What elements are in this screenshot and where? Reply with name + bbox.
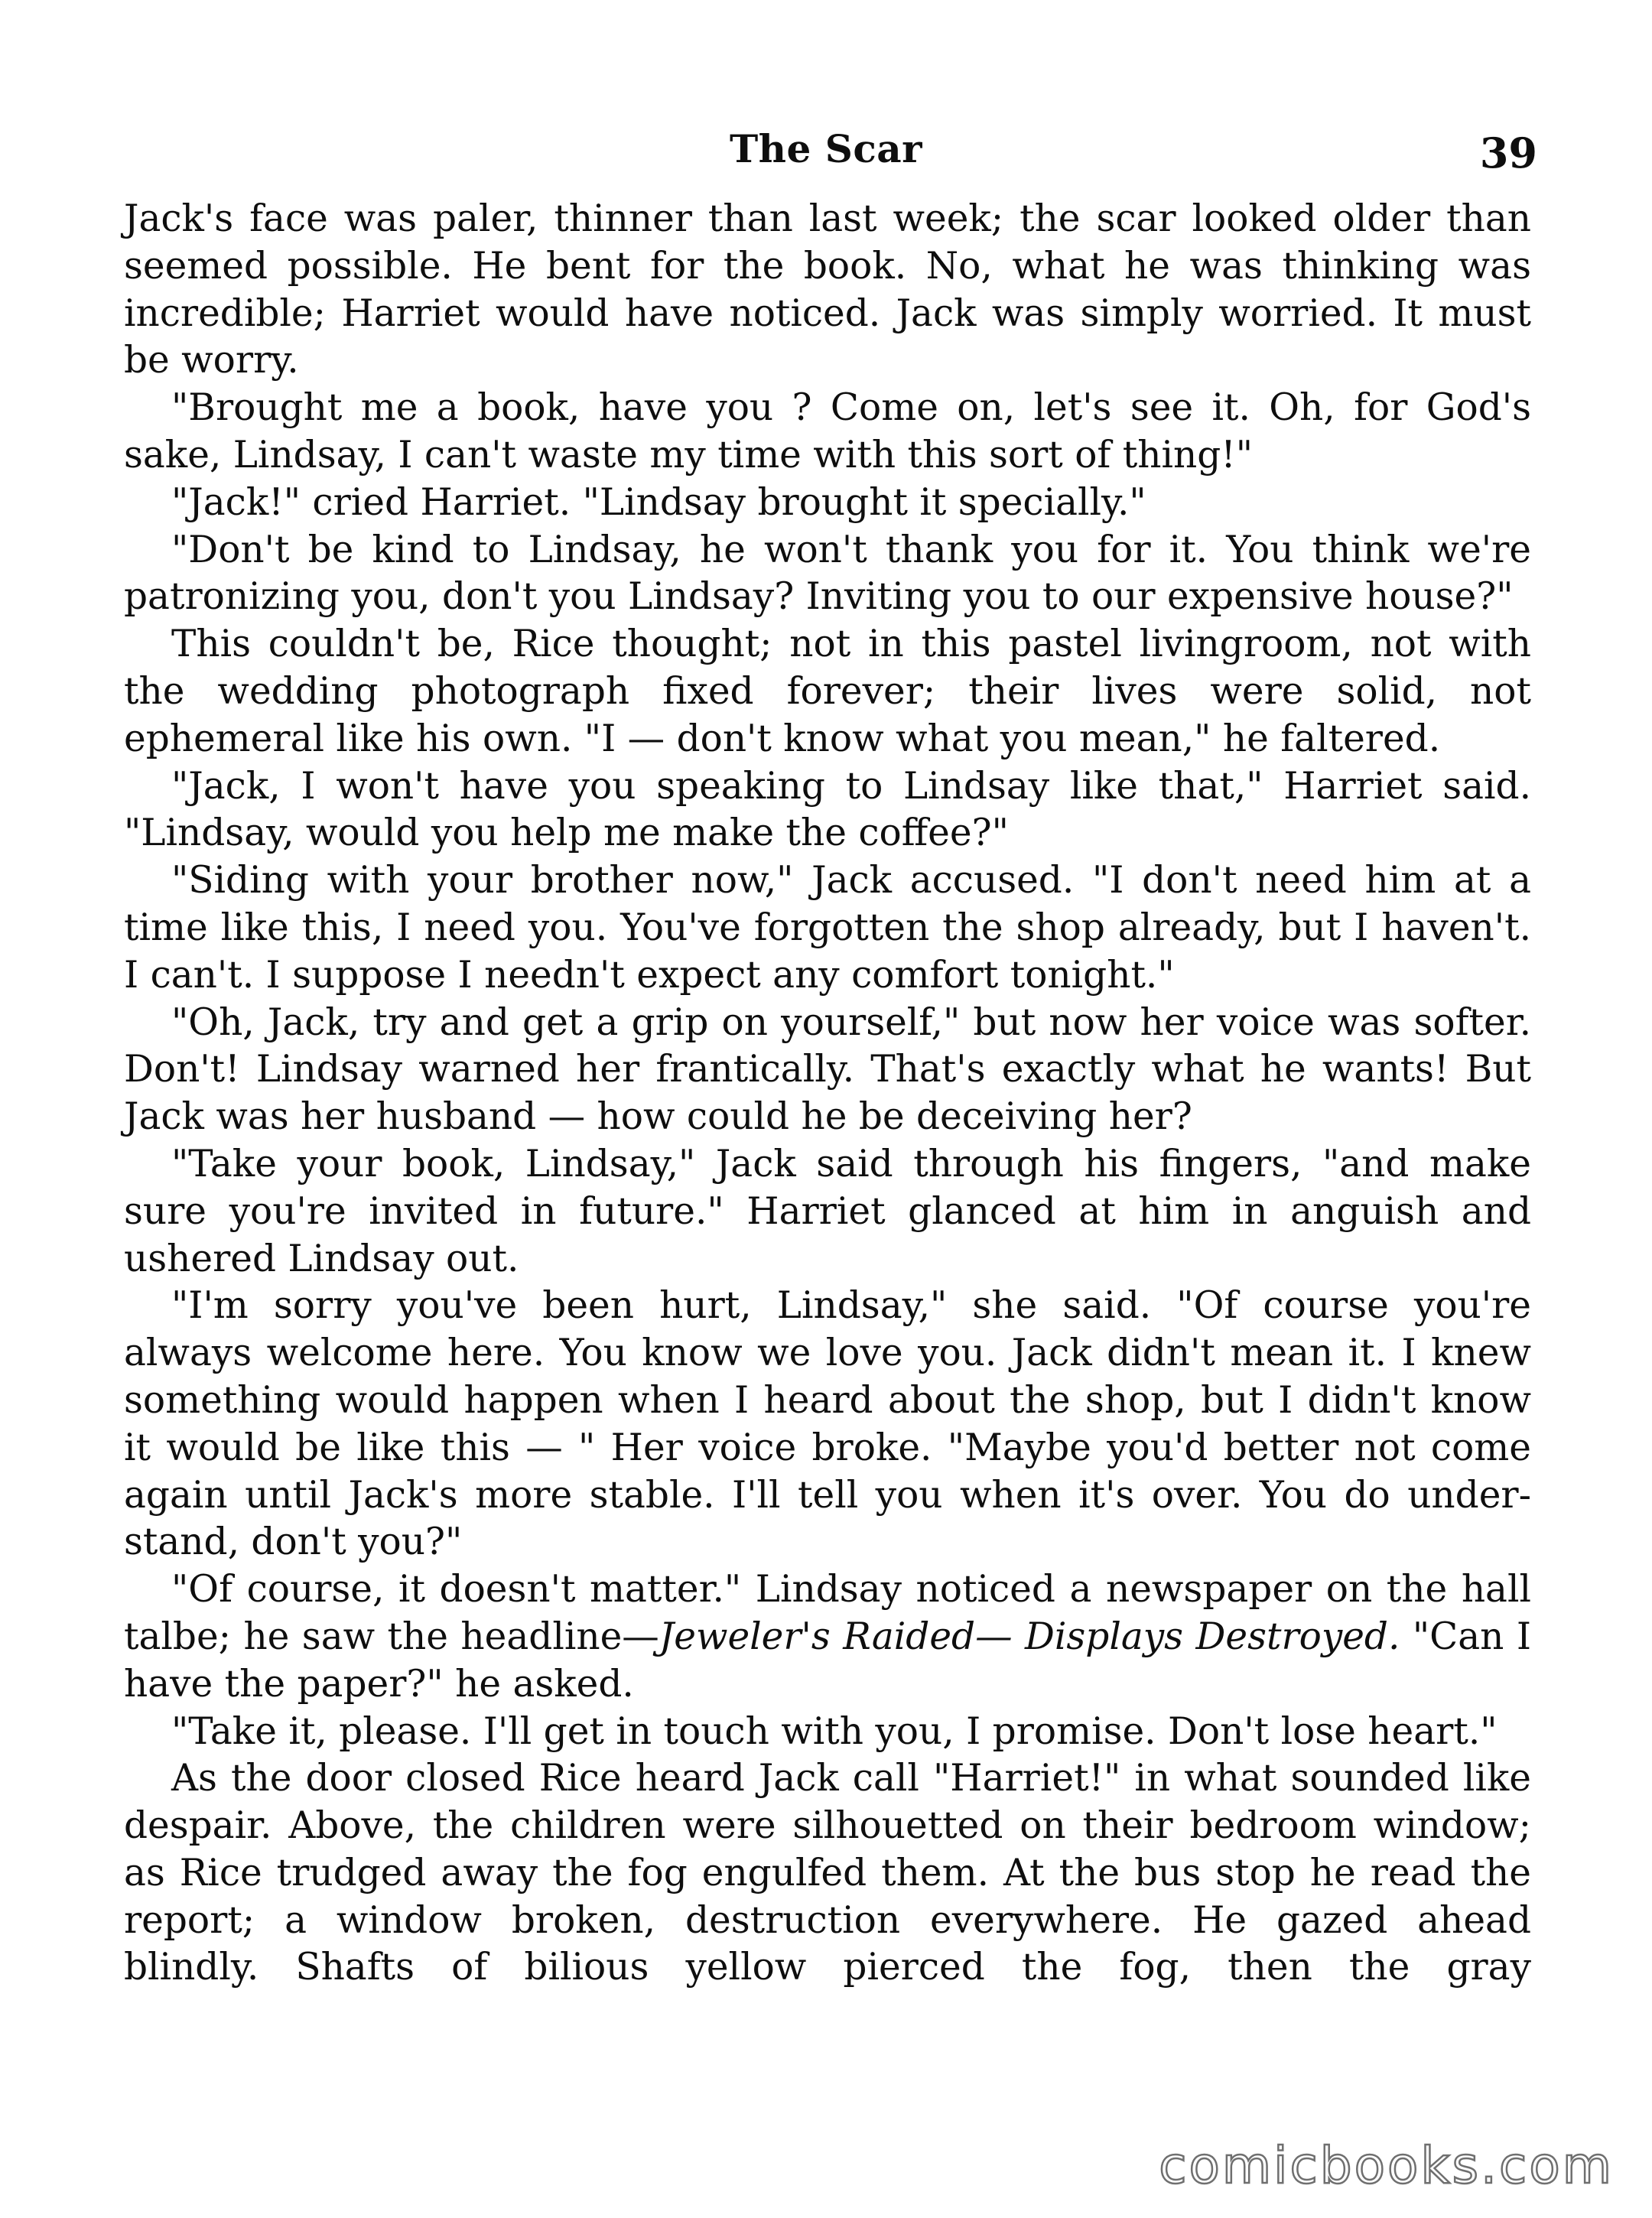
running-title: The Scar: [729, 126, 923, 171]
paragraph: [124, 1566, 1531, 1708]
paragraph: "I'm sorry you've been hurt, Lindsay," she said. "Of course you're always welcome here. You know we love you. Jack didn't mean it. I knew something would happen when I heard about the shop, but I didn't know it would be like this — " Her voice broke. "Maybe you'd better not come again until Jack's more stable. I'll tell you when it's over. You do understand, don't you?": [124, 1284, 1531, 1564]
paragraph: As the door closed Rice heard Jack call "Harriet!" in what sounded like despair. Above, the children were silhouetted on their bedroom window; as Rice trudged away the fog engulfed them. At the bus stop he read the report; a window broken, destruction everywhere. He gazed ahead blindly. Shafts of bilious yellow pierced the fog, then the gray: [124, 1757, 1531, 1989]
paragraph-text: "Of course, it doesn't matter." Lindsay noticed a newspaper on the hall talbe; he saw the headline—: [124, 1568, 1531, 1658]
paragraph: "Brought me a book, have you ? Come on, let's see it. Oh, for God's sake, Lindsay, I can't waste my time with this sort of thing!": [124, 386, 1531, 476]
paragraph: "Take it, please. I'll get in touch with you, I promise. Don't lose heart.": [171, 1709, 1498, 1753]
paragraph: "Don't be kind to Lindsay, he won't thank you for it. You think we're patronizing you, don't you Lindsay? Inviting you to our expensive house?": [124, 528, 1531, 619]
page-number: 39: [1479, 128, 1537, 177]
paragraph: "Siding with your brother now," Jack accused. "I don't need him at a time like this, I need you. You've forgotten the shop already, but I haven't. I can't. I suppose I needn't expect any comfort tonight.": [124, 859, 1531, 997]
paragraph: "Oh, Jack, try and get a grip on yourself," but now her voice was softer. Don't! Lindsay warned her frantically. That's exactly what he wants! But Jack was her husband — how could he be deceiving her?: [124, 1000, 1531, 1139]
body-text: [124, 196, 1531, 1992]
paragraph: Jack's face was paler, thinner than last week; the scar looked older than seemed possible. He bent for the book. No, what he was thinking was incredible; Harriet would have noticed. Jack was simply worried. It must be worry.: [124, 197, 1531, 382]
paragraph: "Jack!" cried Harriet. "Lindsay brought it specially.": [171, 480, 1146, 524]
paragraph: This couldn't be, Rice thought; not in this pastel livingroom, not with the wedding photograph fixed forever; their lives were solid, not ephemeral like his own. "I — don't know what you mean," he faltered.: [124, 623, 1531, 760]
paragraph: "Take your book, Lindsay," Jack said through his fingers, "and make sure you're invited in future." Harriet glanced at him in anguish and ushered Lindsay out.: [124, 1142, 1531, 1280]
paragraph-text: "Can I have the paper?" he asked.: [124, 1615, 1531, 1706]
watermark-logo: comicbooks.com: [1159, 2136, 1614, 2195]
paragraph: "Jack, I won't have you speaking to Lindsay like that," Harriet said. "Lindsay, would you help me make the coffee?": [124, 764, 1531, 855]
newspaper-headline: Jeweler's Raided— Displays Destroyed.: [659, 1615, 1400, 1658]
